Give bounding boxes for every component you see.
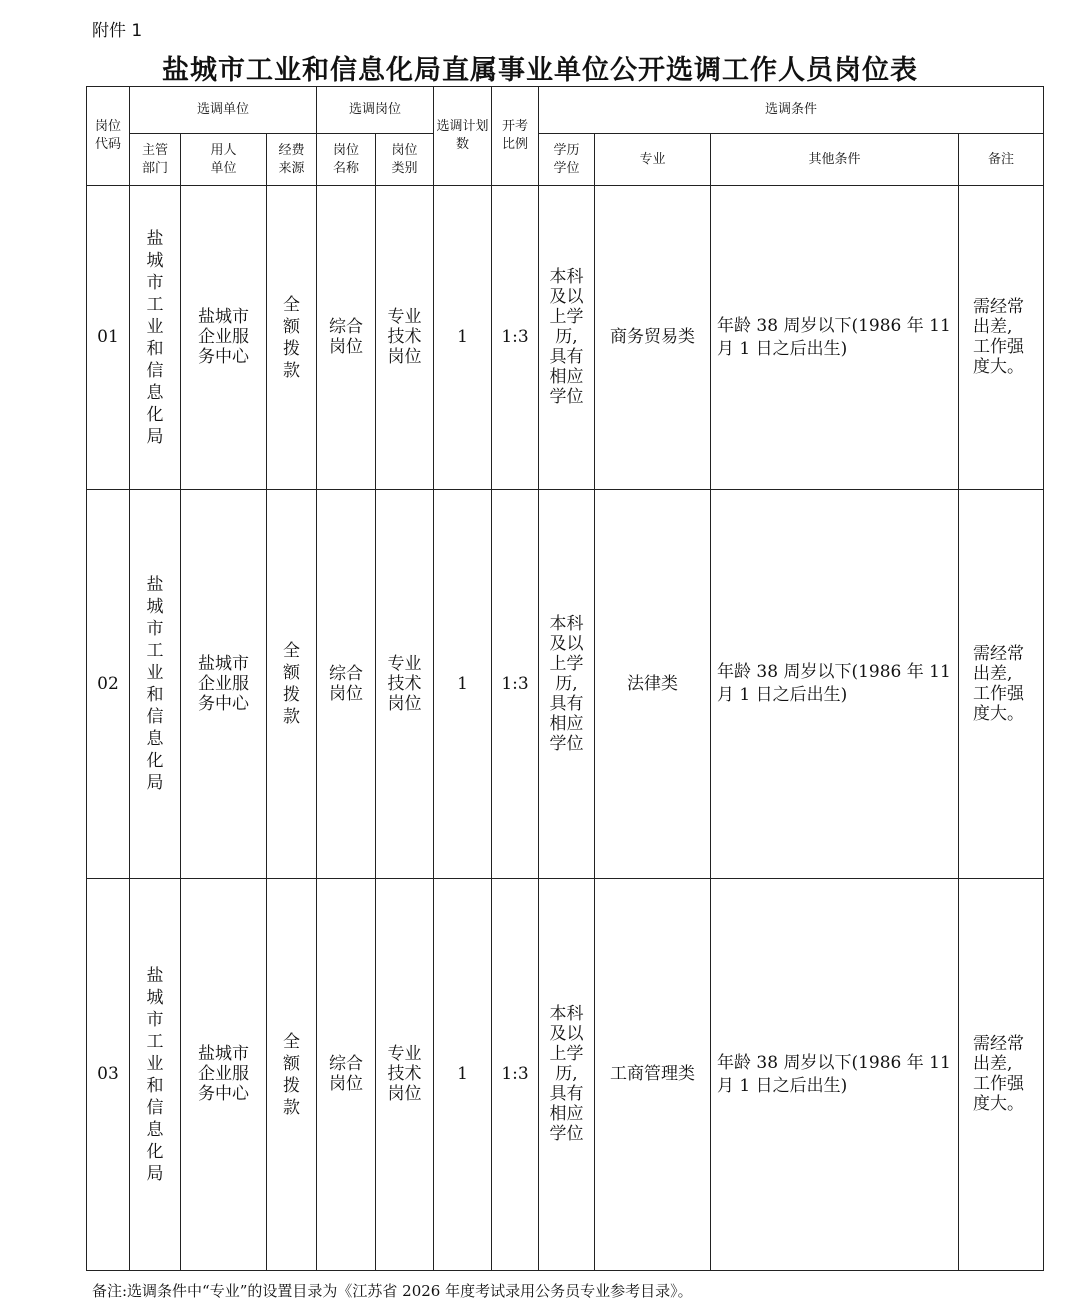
major-cell: 工商管理类 [595,879,711,1271]
employer-cell: 盐城市企业服务中心 [181,186,267,490]
header-post-type: 岗位类别 [376,134,434,186]
funding-cell: 全额拨款 [267,879,317,1271]
table-row [87,186,1044,490]
header-other: 其他条件 [711,134,959,186]
post-type-cell: 专业技术岗位 [376,490,434,879]
header-post-code: 岗位代码 [87,87,130,186]
header-unit-group: 选调单位 [130,87,317,134]
supervisor-cell: 盐城市工业和信息化局 [130,490,181,879]
plan-count-cell: 1 [434,490,492,879]
plan-count-cell: 1 [434,186,492,490]
header-employer: 用人单位 [181,134,267,186]
exam-ratio-cell: 1:3 [492,490,539,879]
post-code: 02 [87,490,130,879]
header-post-name: 岗位名称 [317,134,376,186]
post-name-cell: 综合岗位 [317,490,376,879]
supervisor-cell: 盐城市工业和信息化局 [130,879,181,1271]
other-conditions-cell: 年龄 38 周岁以下(1986 年 11 月 1 日之后出生) [711,186,959,490]
header-exam-ratio: 开考比例 [492,87,539,186]
funding-cell: 全额拨款 [267,186,317,490]
employer-cell: 盐城市企业服务中心 [181,490,267,879]
header-major: 专业 [595,134,711,186]
table-row [87,490,1044,879]
header-post-group: 选调岗位 [317,87,434,134]
post-type-cell: 专业技术岗位 [376,879,434,1271]
remarks-cell: 需经常出差,工作强度大。 [959,490,1044,879]
header-plan-count: 选调计划数 [434,87,492,186]
footer-note: 备注:选调条件中“专业”的设置目录为《江苏省 2026 年度考试录用公务员专业参考目录》。 [92,1282,693,1300]
remarks-cell: 需经常出差,工作强度大。 [959,186,1044,490]
header-supervisor: 主管部门 [130,134,181,186]
header-funding: 经费来源 [267,134,317,186]
header-education: 学历学位 [539,134,595,186]
employer-cell: 盐城市企业服务中心 [181,879,267,1271]
post-name-cell: 综合岗位 [317,879,376,1271]
post-type-cell: 专业技术岗位 [376,186,434,490]
post-code: 03 [87,879,130,1271]
other-conditions-cell: 年龄 38 周岁以下(1986 年 11 月 1 日之后出生) [711,490,959,879]
header-conditions-group: 选调条件 [539,87,1044,134]
supervisor-cell: 盐城市工业和信息化局 [130,186,181,490]
exam-ratio-cell: 1:3 [492,879,539,1271]
education-cell: 本科及以上学历,具有相应学位 [539,186,595,490]
exam-ratio-cell: 1:3 [492,186,539,490]
positions-table [86,86,1044,1271]
funding-cell: 全额拨款 [267,490,317,879]
remarks-cell: 需经常出差,工作强度大。 [959,879,1044,1271]
education-cell: 本科及以上学历,具有相应学位 [539,490,595,879]
table-row [87,879,1044,1271]
plan-count-cell: 1 [434,879,492,1271]
attachment-label: 附件 1 [92,21,143,41]
post-code: 01 [87,186,130,490]
page-title: 盐城市工业和信息化局直属事业单位公开选调工作人员岗位表 [162,55,918,86]
header-remarks: 备注 [959,134,1044,186]
major-cell: 商务贸易类 [595,186,711,490]
education-cell: 本科及以上学历,具有相应学位 [539,879,595,1271]
post-name-cell: 综合岗位 [317,186,376,490]
other-conditions-cell: 年龄 38 周岁以下(1986 年 11 月 1 日之后出生) [711,879,959,1271]
major-cell: 法律类 [595,490,711,879]
